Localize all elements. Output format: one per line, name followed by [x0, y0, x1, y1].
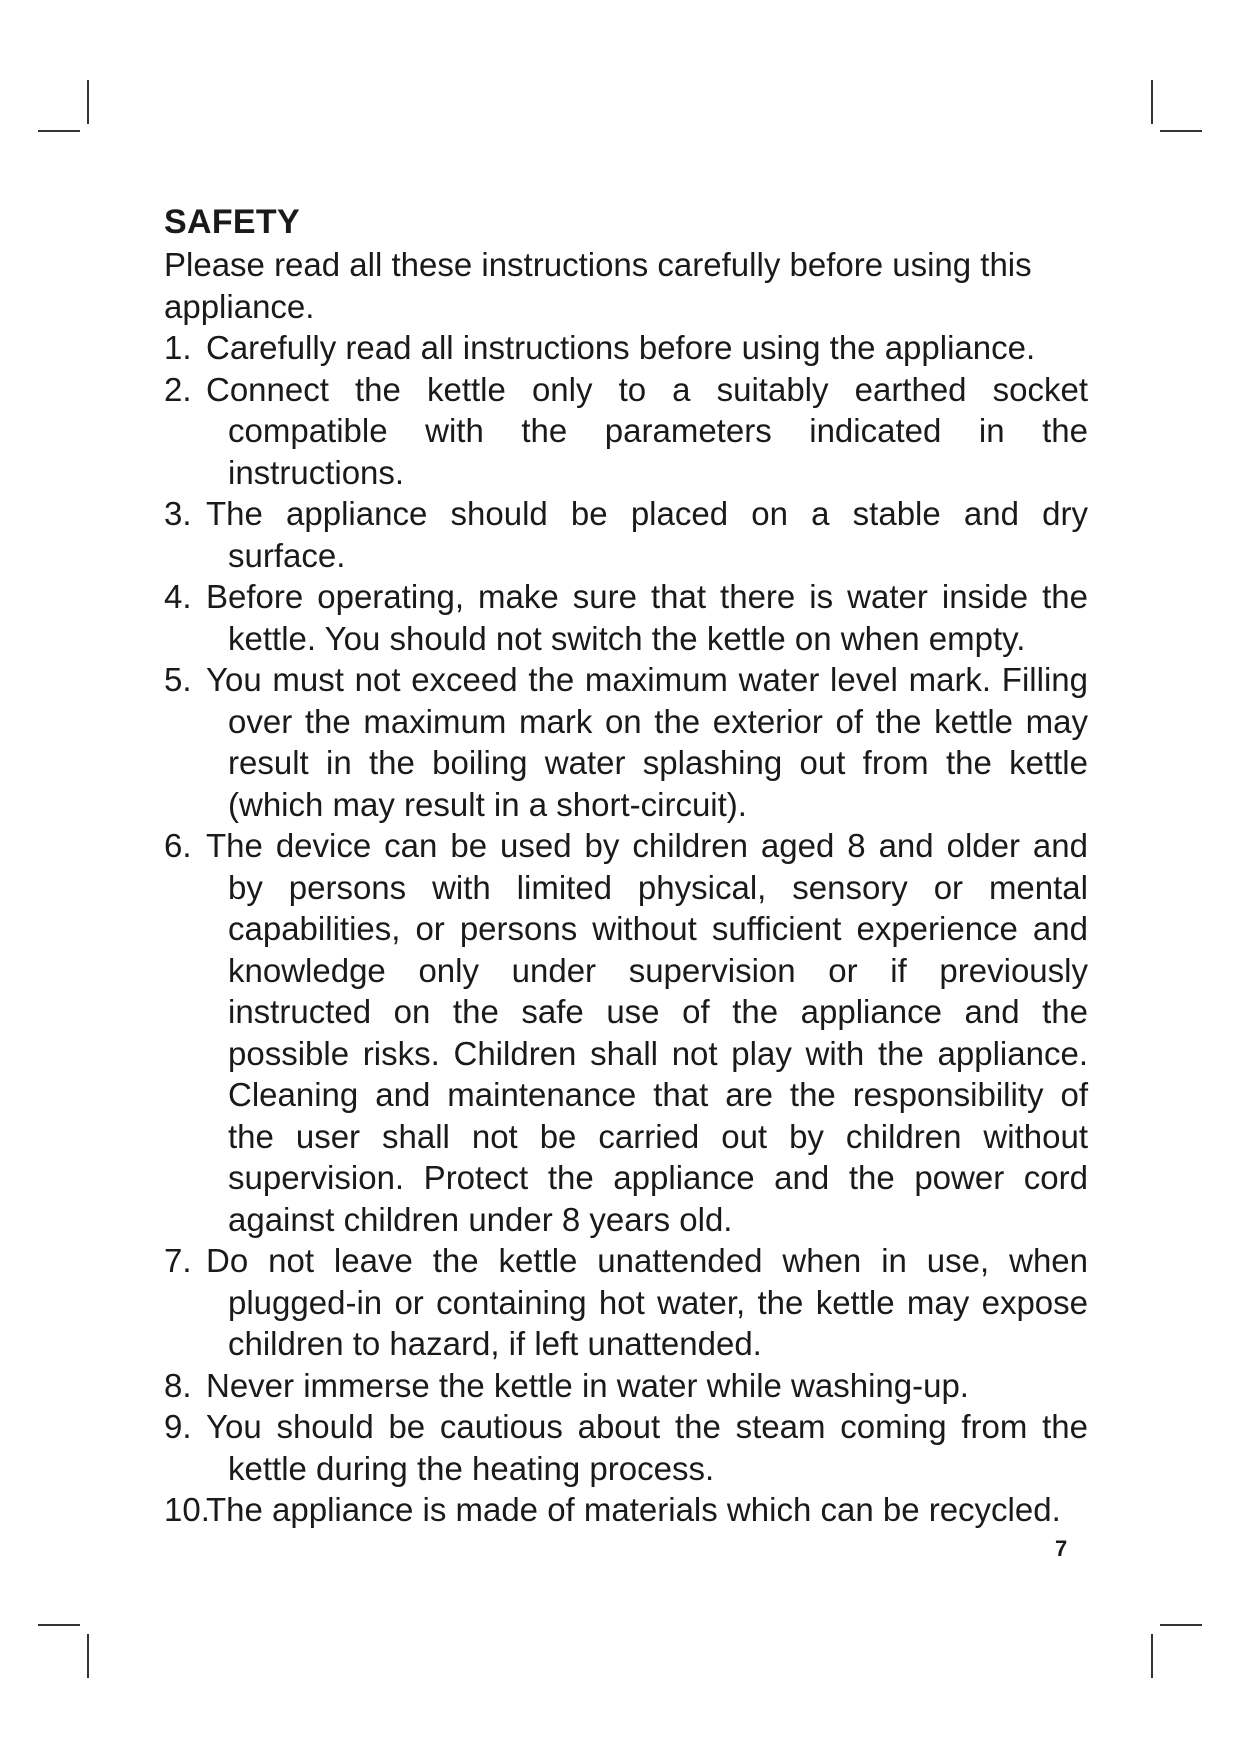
item-text: The device can be used by children aged 8 and older and by persons with limited physical, sensory or mental capabilities, or persons without sufficient experience and knowledge only under supervision or if previously instructed on the safe use of the appliance and the possible risks. Children shall not play with the appliance. Cleaning and maintenance that are the responsibility of the user shall not be carried out by children without supervision. Protect the appliance and the power cord against children under 8 years old.	[206, 827, 1088, 1238]
item-number: 3.	[164, 495, 192, 532]
item-number: 5.	[164, 661, 192, 698]
item-number: 6.	[164, 827, 192, 864]
item-number: 8.	[164, 1366, 192, 1404]
item-text: You must not exceed the maximum water level mark. Filling over the maximum mark on the exterior of the kettle may result in the boiling water splashing out from the kettle (which may result in a short-circuit).	[206, 661, 1088, 823]
section-title: SAFETY	[164, 203, 300, 241]
intro-paragraph: Please read all these instructions carefully before using this appliance.	[164, 246, 1032, 325]
page-number: 7	[1055, 1536, 1068, 1561]
crop-mark-bottom-right-v	[1151, 1634, 1153, 1678]
item-number: 4.	[164, 578, 192, 615]
item-text: Before operating, make sure that there is water inside the kettle. You should not switch the kettle on when empty.	[206, 578, 1088, 657]
item-text: The appliance should be placed on a stable and dry surface.	[206, 495, 1088, 574]
crop-mark-top-left-v	[87, 80, 89, 124]
crop-mark-bottom-left-h	[38, 1624, 80, 1626]
crop-mark-bottom-right-h	[1160, 1624, 1202, 1626]
list-item	[164, 1365, 1088, 1407]
crop-mark-top-left-h	[38, 130, 80, 132]
list-item	[164, 327, 1088, 369]
item-text: Never immerse the kettle in water while washing-up.	[206, 1366, 969, 1404]
crop-mark-bottom-left-v	[87, 1634, 89, 1678]
list-item	[164, 576, 1088, 659]
item-number: 10.	[164, 1491, 210, 1528]
list-item	[164, 1240, 1088, 1365]
item-text: Do not leave the kettle unattended when in use, when plugged-in or containing hot water, the kettle may expose children to hazard, if left unattended.	[206, 1242, 1088, 1362]
item-number: 9.	[164, 1408, 192, 1445]
item-number: 2.	[164, 370, 192, 408]
list-item	[164, 1489, 1088, 1531]
item-number: 1.	[164, 329, 192, 366]
list-item	[164, 659, 1088, 825]
list-item	[164, 369, 1088, 494]
list-item	[164, 493, 1088, 576]
item-number: 7.	[164, 1242, 192, 1279]
crop-mark-top-right-h	[1160, 130, 1202, 132]
list-item	[164, 1406, 1088, 1489]
document-body	[164, 200, 1088, 1531]
item-text: You should be cautious about the steam coming from the kettle during the heating process.	[206, 1408, 1088, 1487]
item-text: The appliance is made of materials which can be recycled.	[206, 1491, 1061, 1528]
crop-mark-top-right-v	[1151, 80, 1153, 124]
item-text: Connect the kettle only to a suitably earthed socket compatible with the parameters indicated in the instructions.	[206, 370, 1088, 491]
item-text: Carefully read all instructions before using the appliance.	[206, 329, 1036, 366]
instruction-list	[164, 327, 1088, 1531]
list-item	[164, 825, 1088, 1240]
